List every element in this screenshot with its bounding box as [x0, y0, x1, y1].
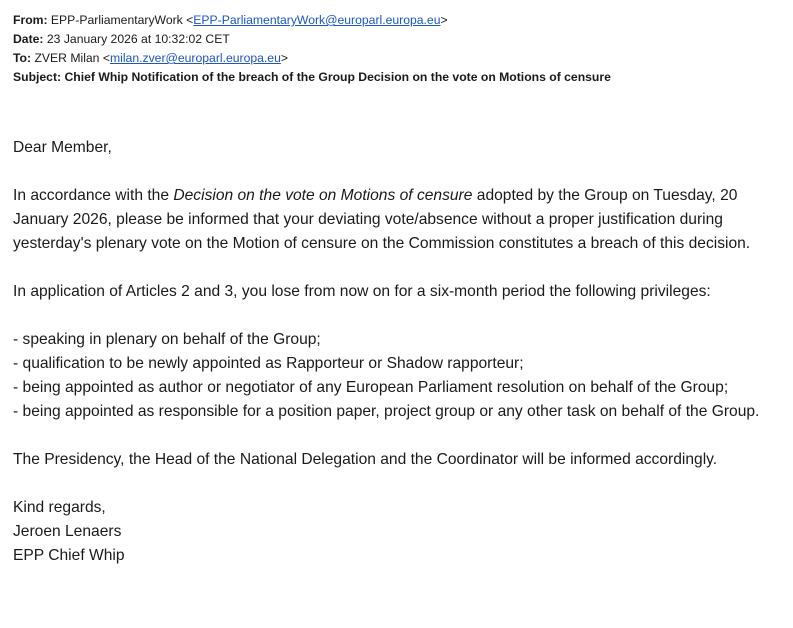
- subject-row: [13, 68, 611, 87]
- to-name: ZVER Milan: [34, 51, 100, 65]
- email-headers: [13, 11, 611, 87]
- list-item: - being appointed as responsible for a position paper, project group or any other task on behalf of the Group.: [13, 403, 760, 420]
- email-body: [13, 136, 783, 568]
- list-item: - qualification to be newly appointed as Rapporteur or Shadow rapporteur;: [13, 355, 524, 372]
- greeting: Dear Member,: [13, 139, 112, 156]
- closing: Kind regards,: [13, 499, 106, 516]
- signature-title: EPP Chief Whip: [13, 547, 125, 564]
- to-email-link[interactable]: milan.zver@europarl.europa.eu: [109, 51, 281, 65]
- paragraph-decision: [13, 184, 783, 256]
- para1-pre: In accordance with the: [13, 187, 174, 204]
- list-item: - being appointed as author or negotiator of any European Parliament resolution on behalf of the Group;: [13, 379, 729, 396]
- from-name: EPP-ParliamentaryWork: [50, 13, 183, 27]
- date-row: [13, 30, 611, 49]
- para1-post: adopted by the Group on Tuesday, 20 January 2026, please be informed that your deviating vote/absence without a proper justification during yesterday's plenary vote on the Motion of censure on the Commission constitutes a breach of this decision.: [13, 187, 751, 252]
- paragraph-articles: In application of Articles 2 and 3, you lose from now on for a six-month period the following privileges:: [13, 283, 711, 300]
- subject-label: Subject:: [13, 70, 62, 84]
- from-email-link[interactable]: EPP-ParliamentaryWork@europarl.europa.eu: [193, 13, 441, 27]
- to-row: To: ZVER Milan <milan.zver@europarl.europa.eu>: [13, 51, 288, 65]
- from-label: From:: [13, 13, 48, 27]
- subject-value: Chief Whip Notification of the breach of the Group Decision on the vote on Motions of censure: [64, 70, 611, 84]
- to-label: To:: [13, 51, 32, 65]
- list-item: - speaking in plenary on behalf of the Group;: [13, 331, 321, 348]
- date-label: Date:: [13, 32, 44, 46]
- signature-name: Jeroen Lenaers: [13, 523, 122, 540]
- decision-title: Decision on the vote on Motions of censure: [173, 187, 473, 204]
- paragraph-informed: The Presidency, the Head of the National Delegation and the Coordinator will be informed accordingly.: [13, 451, 718, 468]
- from-row: From: EPP-ParliamentaryWork <EPP-ParliamentaryWork@europarl.europa.eu>: [13, 13, 448, 27]
- date-value: 23 January 2026 at 10:32:02 CET: [46, 32, 230, 46]
